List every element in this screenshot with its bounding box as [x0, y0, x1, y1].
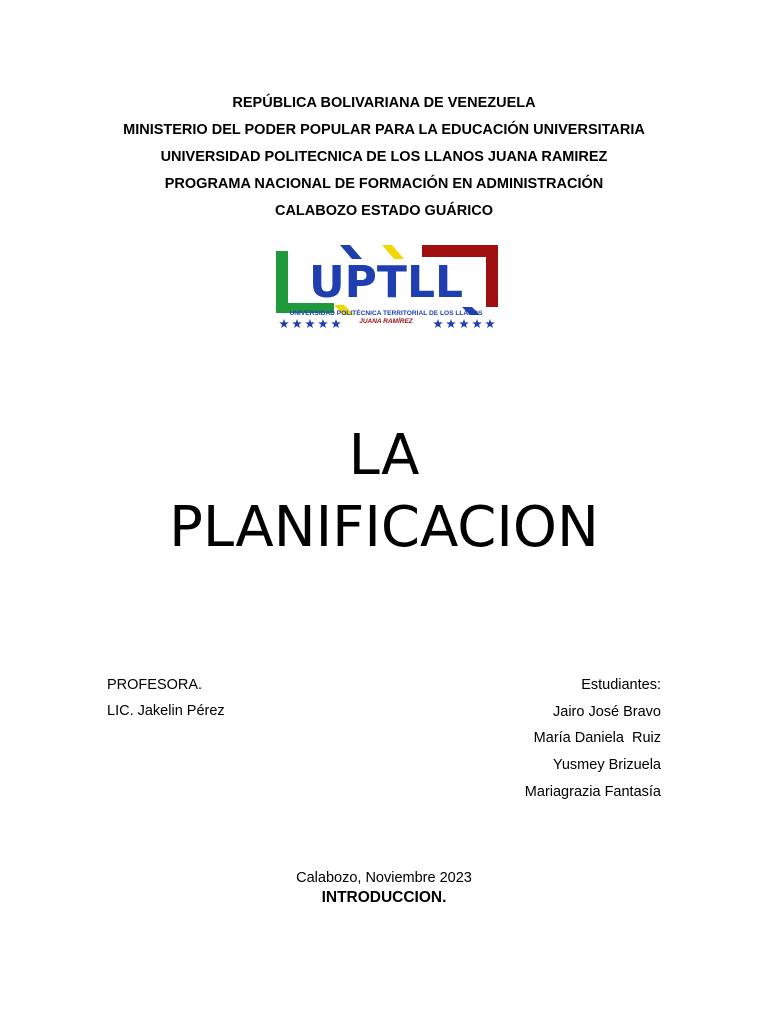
- introduction-heading: INTRODUCCION.: [321, 889, 447, 906]
- logo-subtitle: UNIVERSIDAD POLITÉCNICA TERRITORIAL DE LOS LLANOS: [289, 310, 483, 317]
- title-line-2: PLANIFICACION: [169, 495, 599, 560]
- students-label: Estudiantes:: [581, 677, 661, 693]
- logo-stars-left: [279, 319, 341, 328]
- document-title: [0, 420, 768, 564]
- uptll-logo: [272, 243, 502, 331]
- header-line-republic: REPÚBLICA BOLIVARIANA DE VENEZUELA: [232, 95, 536, 111]
- header-line-ministry: MINISTERIO DEL PODER POPULAR PARA LA EDUCACIÓN UNIVERSITARIA: [123, 122, 645, 138]
- professor-name: LIC. Jakelin Pérez: [107, 703, 225, 719]
- student-name: Yusmey Brizuela: [553, 757, 661, 774]
- student-name: María Daniela Ruiz: [533, 730, 661, 747]
- logo-name: JUANA RAMÍREZ: [359, 318, 413, 325]
- logo-acronym: UPTLL: [308, 257, 464, 308]
- header-line-program: PROGRAMA NACIONAL DE FORMACIÓN EN ADMINISTRACIÓN: [164, 176, 604, 192]
- professor-block: [107, 672, 225, 724]
- students-block: [525, 672, 661, 806]
- student-name: Jairo José Bravo: [553, 703, 661, 720]
- logo-stars-right: [433, 319, 495, 328]
- title-line-1: LA: [348, 423, 420, 488]
- header-line-location: CALABOZO ESTADO GUÁRICO: [274, 203, 494, 219]
- document-header: [0, 90, 768, 225]
- place-date: Calabozo, Noviembre 2023: [296, 870, 472, 886]
- student-name: Mariagrazia Fantasía: [524, 783, 661, 800]
- professor-label: PROFESORA.: [107, 677, 203, 693]
- header-line-university: UNIVERSIDAD POLITECNICA DE LOS LLANOS JUANA RAMIREZ: [160, 149, 608, 165]
